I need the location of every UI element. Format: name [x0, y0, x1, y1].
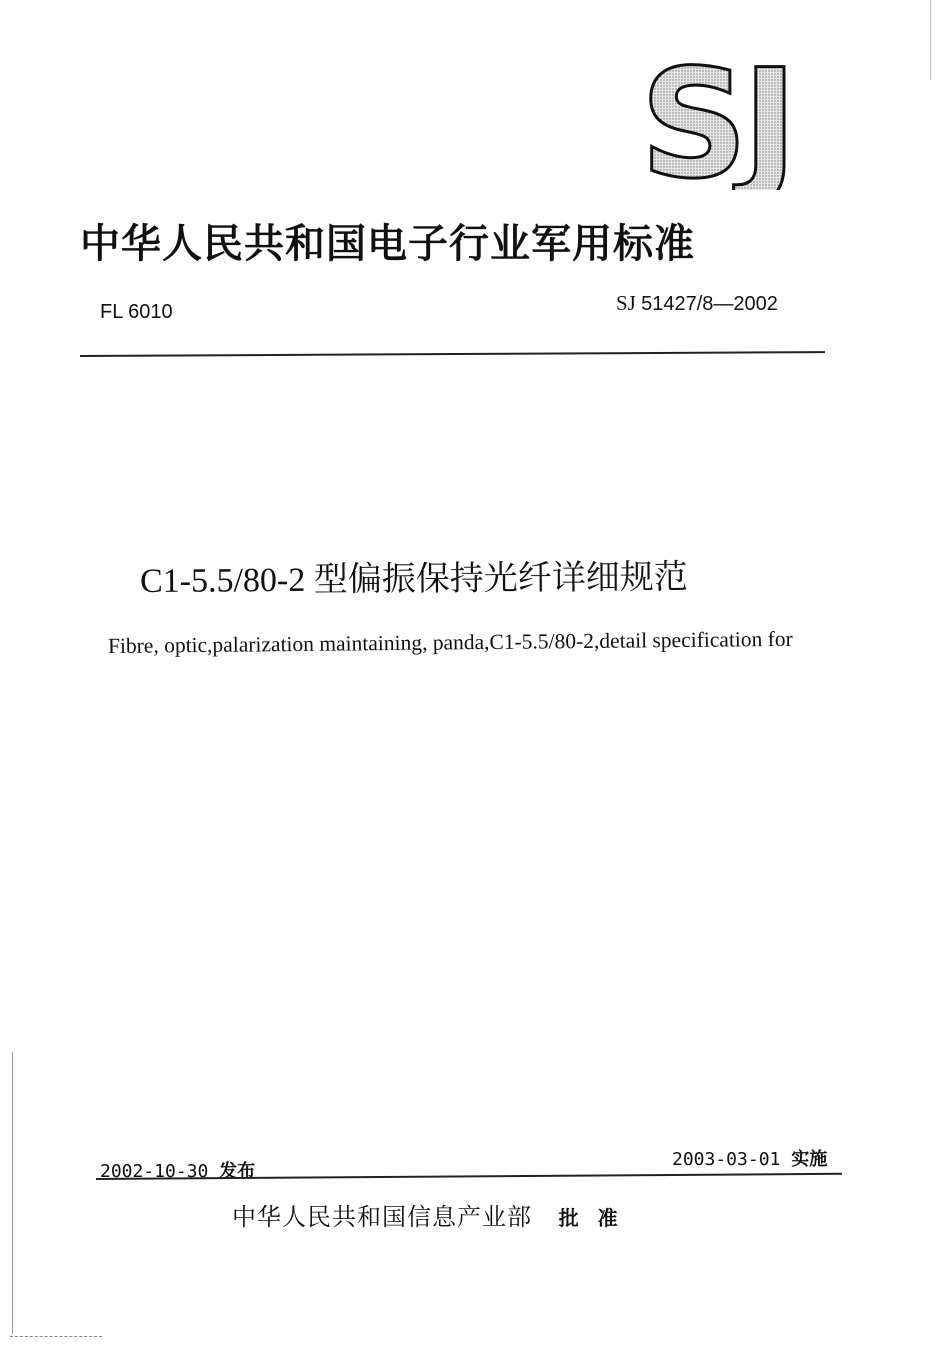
sj-logo-text: SJ: [640, 58, 792, 190]
scan-edge-bottom: [10, 1336, 102, 1337]
standard-number-prefix: SJ: [616, 291, 636, 315]
issuing-authority: [232, 1197, 624, 1232]
issuing-authority-name: 中华人民共和国信息产业部: [232, 1203, 532, 1231]
classification-code: FL 6010: [100, 301, 173, 323]
standard-category-title: 中华人民共和国电子行业军用标准: [80, 220, 695, 267]
scan-edge-left: [12, 1052, 13, 1334]
issue-date-value: 2002-10-30: [100, 1161, 209, 1182]
approval-label: 批 准: [558, 1206, 624, 1230]
sj-logo-graphic: [636, 58, 826, 190]
standard-number-value: 51427/8—2002: [641, 293, 778, 315]
document-title-cn: C1-5.5/80-2 型偏振保持光纤详细规范: [139, 559, 688, 600]
effective-date-label: 实施: [791, 1149, 828, 1170]
header-divider: [80, 351, 825, 357]
scan-edge-right: [930, 0, 931, 80]
document-title-en: Fibre, optic,palarization maintaining, panda,C1-5.5/80-2,detail specification for: [107, 626, 793, 658]
sj-logo: [636, 58, 826, 190]
issue-date-label: 发布: [219, 1161, 256, 1182]
effective-date: [672, 1145, 827, 1171]
effective-date-value: 2003-03-01: [672, 1149, 781, 1170]
standard-number: [616, 291, 778, 316]
